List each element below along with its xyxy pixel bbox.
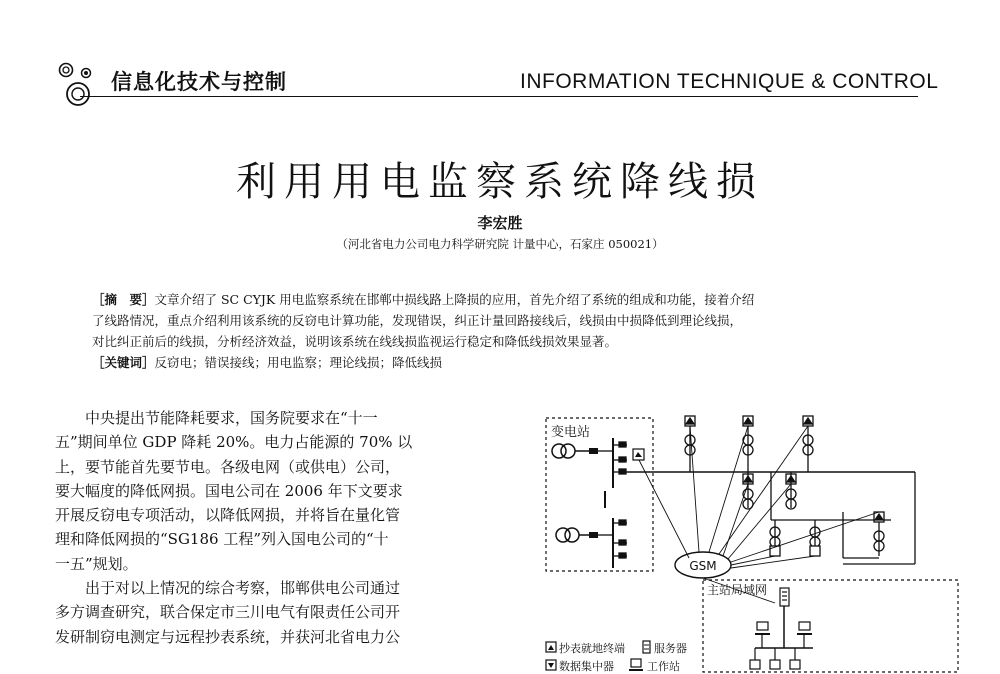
journal-name-cn: 信息化技术与控制 <box>111 70 287 94</box>
abstract-text: 文章介绍了 SC CYJK 用电监察系统在邯郸中损线路上降损的应用，首先介绍了系统的组成和功能，接着介绍 <box>154 292 755 307</box>
body-line: 开展反窃电专项活动，以降低网损，并将旨在量化管 <box>55 506 401 525</box>
body-line: 多方调查研究，联合保定市三川电气有限责任公司开 <box>55 603 401 622</box>
abstract-label: ［摘 要］ <box>92 292 155 307</box>
transformer-icon <box>556 528 589 542</box>
legend-workstation-icon <box>629 659 643 670</box>
keywords-label: ［关键词］ <box>92 355 155 370</box>
legend-workstation-label: 工作站 <box>647 660 680 673</box>
body-line: 一五”规划。 <box>55 554 138 573</box>
journal-name-en: INFORMATION TECHNIQUE & CONTROL <box>520 70 939 93</box>
meter-block <box>589 448 598 454</box>
lan-terminals <box>750 648 800 669</box>
meter-block <box>589 532 598 538</box>
server-icon <box>780 588 789 606</box>
meter-right <box>874 512 891 556</box>
body-line: 五”期间单位 GDP 降耗 20%。电力占能源的 70% 以 <box>55 433 413 452</box>
abstract-line <box>92 289 922 310</box>
meter-top-3 <box>803 416 813 472</box>
article-title: 利用用电监察系统降线损 <box>236 159 764 205</box>
keywords-line <box>92 352 922 373</box>
legend-concentrator-label: 数据集中器 <box>559 660 614 673</box>
body-line: 出于对以上情况的综合考察，邯郸供电公司通过 <box>55 579 401 598</box>
meter-low-2 <box>810 520 820 556</box>
body-line: 要大幅度的降低网损。国电公司在 2006 年下文要求 <box>55 481 403 500</box>
meter-top-2 <box>743 416 753 472</box>
legend-server-label: 服务器 <box>654 642 687 655</box>
meter-mid-2 <box>786 472 796 509</box>
lan-label: 主站局域网 <box>707 583 768 597</box>
workstation-icon <box>797 622 812 648</box>
meter-low-1 <box>770 520 780 556</box>
meter-top-1 <box>685 416 695 472</box>
abstract <box>92 289 922 373</box>
abstract-line: 对比纠正前后的线损，分析经济效益，说明该系统在线线损监视运行稳定和降低线损效果显著。 <box>92 334 618 349</box>
keywords-text: 反窃电；错误接线；用电监察；理论线损；降低线损 <box>154 355 443 370</box>
body-column <box>55 406 475 649</box>
article-author: 李宏胜 <box>477 214 523 232</box>
header-rule <box>80 96 918 97</box>
body-line: 发研制窃电测定与远程抄表系统，并获河北省电力公 <box>55 627 401 646</box>
substation-box <box>546 418 653 571</box>
gsm-label: GSM <box>689 559 717 573</box>
article-affiliation: （河北省电力公司电力科学研究院 计量中心，石家庄 050021） <box>336 237 664 251</box>
abstract-line: 了线路情况，重点介绍利用该系统的反窃电计算功能，发现错误，纠正计量回路接线后，线损由中损降低到理论线损， <box>92 313 743 328</box>
journal-logo-circles-icon <box>55 58 105 110</box>
meter-mid-1 <box>743 472 753 509</box>
system-diagram <box>543 408 983 674</box>
body-line: 中央提出节能降耗要求，国务院要求在“十一 <box>55 409 378 427</box>
body-line: 理和降低网损的“SG186 工程”列入国电公司的“十 <box>55 530 389 549</box>
workstation-icon <box>755 622 770 648</box>
legend-server-icon <box>643 641 650 653</box>
substation-label: 变电站 <box>551 425 591 440</box>
transformer-icon <box>552 444 589 458</box>
legend-terminal-label: 抄表就地终端 <box>559 642 625 655</box>
body-line: 上，要节能首先要节电。各级电网（或供电）公司， <box>55 457 401 476</box>
